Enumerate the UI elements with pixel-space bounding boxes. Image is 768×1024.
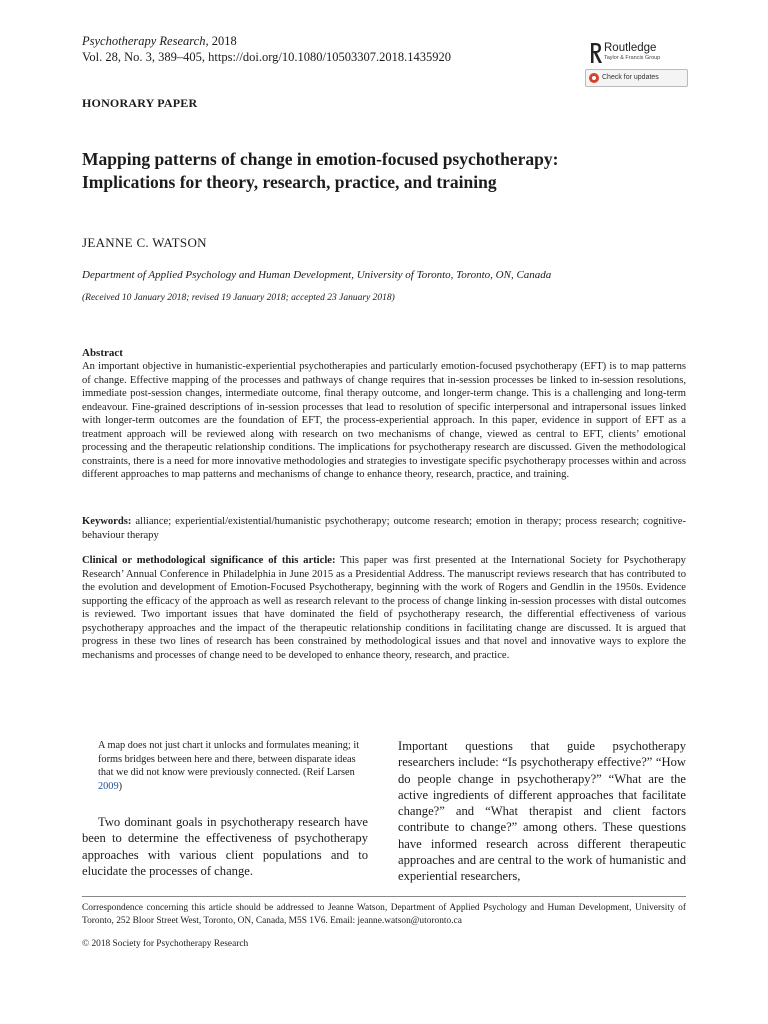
abstract-text: An important objective in humanistic-experiential psychotherapies and particularly emotion-focused psychotherapy (EFT) is to map patterns of change. Effective mapping of the processes and pathways of change requires that in-session processes be linked to in-session resolutions, immediate post-session changes, intermediate outcome, final therapy outcome, and longer-term change. This is a challenging and long-term endeavour. Fine-grained descriptions of in-session processes that lead to resolution of specific interpersonal and intrapersonal issues linked with longer-term outcomes are the foundation of EFT, the process-experiential approach. In this paper, evidence in support of EFT as a treatment approach will be reviewed along with research on two mechanisms of change, viewed as central to EFT, clients’ emotional processing and the therapeutic relationship conditions. The implications for psychotherapy research are discussed. Given the methodological constraints, there is a need for more innovative methodologies and strategies to investigate specific psychotherapy processes within and across different approaches to map patterns and mechanisms of change to enhance theory, research, practice, and training. [82,361,686,480]
check-for-updates-label: Check for updates [602,74,659,81]
significance-text: This paper was first presented at the International Society for Psychotherapy Research’ Annual Conference in Philadelphia in June 2015 as a Presidential Address. The manuscript reviews research that has contributed to the evolution and development of Emotion-Focused Psychotherapy, beginning with the work of Rogers and Gendlin in the 1950s. Evidence supporting the efficacy of the approach as well as research relevant to the process of change linking in-session processes with distal outcomes is reviewed. Two important issues that have dominated the field of psychotherapy research, the differential effectiveness of various psychotherapy approaches and the impact of the therapeutic relationship conditions in facilitating change are discussed. It is argued that progress in these two lines of research has been constrained by methodological issues and that novel and innovative ways to explore the mechanisms and processes of change need to be developed to enhance theory, research, and practice. [82,555,686,661]
keywords [82,515,686,542]
title-line-2: Implications for theory, research, practice, and training [82,172,497,192]
journal-citation: Vol. 28, No. 3, 389–405, https://doi.org/10.1080/10503307.2018.1435920 [82,50,452,64]
journal-line [82,33,451,49]
publisher-logo [585,42,695,90]
journal-header [82,33,451,65]
section-label: HONORARY PAPER [82,96,198,110]
epigraph-text: A map does not just chart it unlocks and formulates meaning; it forms bridges between here and there, between disparate ideas that we did not know were previously connected. (Reif Larsen [98,740,360,778]
body-right-column: Important questions that guide psychotherapy researchers include: “Is psychotherapy effective?” “How do people change in psychotherapy?” “What are the active ingredients of different approaches that facilitate change?” and “What therapist and client factors contribute to change?” among others. These questions have informed research across different therapeutic approaches and are central to the work of humanistic and experiential researchers, [398,739,686,884]
footnote-divider [82,896,686,897]
significance-label: Clinical or methodological significance of this article: [82,555,336,566]
journal-name: Psychotherapy Research [82,34,206,48]
routledge-r-icon [589,42,603,64]
article-title [82,148,702,194]
body-left-column: Two dominant goals in psychotherapy research have been to determine the effectiveness of psychotherapy approaches with various client populations and to elucidate the processes of change. [82,815,368,878]
epigraph [98,739,368,793]
significance-statement [82,554,686,662]
check-for-updates-button[interactable] [585,69,688,87]
correspondence-note: Correspondence concerning this article should be addressed to Jeanne Watson, Department of Applied Psychology and Human Development, University of Toronto, 252 Bloor Street West, Toronto, ON, Canada, M5S 1V6. Email: jeanne.watson@utoronto.ca [82,903,686,926]
abstract-heading: Abstract [82,347,123,359]
copyright-notice: © 2018 Society for Psychotherapy Research [82,939,249,949]
epigraph-close: ) [118,780,123,792]
author-name: JEANNE C. WATSON [82,235,207,250]
keywords-text: alliance; experiential/existential/humanistic psychotherapy; outcome research; emotion in therapy; process research; cognitive-behaviour therapy [82,516,686,541]
publisher-tagline: Taylor & Francis Group [604,55,661,61]
publisher-name: Routledge [604,42,657,54]
author-affiliation: Department of Applied Psychology and Human Development, University of Toronto, Toronto, ON, Canada [82,269,552,281]
crossmark-icon [589,73,599,83]
keywords-label: Keywords: [82,516,132,527]
epigraph-citation-link[interactable]: 2009 [98,780,119,792]
journal-year: , 2018 [205,34,237,48]
received-dates: (Received 10 January 2018; revised 19 January 2018; accepted 23 January 2018) [82,293,395,303]
title-line-1: Mapping patterns of change in emotion-focused psychotherapy: [82,149,559,169]
